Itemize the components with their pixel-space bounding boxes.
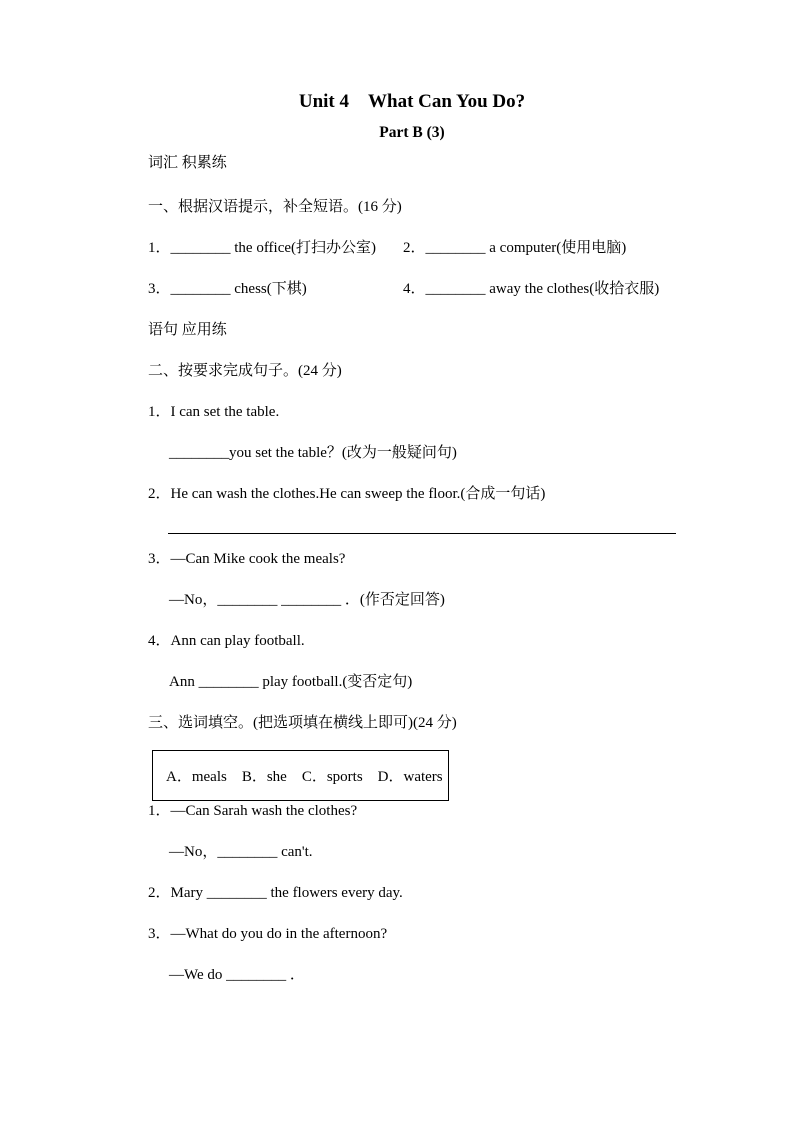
vocab-item-4: 4．________ away the clothes(收拾衣服) bbox=[403, 281, 660, 297]
vocab-row-1 bbox=[148, 228, 676, 269]
choice-q3-stem: 3．—What do you do in the afternoon? bbox=[148, 926, 388, 942]
answer-blank-line bbox=[168, 533, 676, 534]
page-title: Unit 4 What Can You Do? bbox=[298, 91, 526, 112]
choice-options-text: A．meals B．she C．sports D．waters bbox=[166, 769, 443, 785]
sentences-section-label: 语句 应用练 bbox=[148, 322, 227, 338]
page-subtitle: Part B (3) bbox=[379, 124, 445, 141]
vocab-item-3: 3．________ chess(下棋) bbox=[148, 281, 307, 297]
sentences-q3-stem: 3．—Can Mike cook the meals? bbox=[148, 551, 346, 567]
sentences-q2-stem: 2．He can wash the clothes.He can sweep the floor.(合成一句话) bbox=[148, 486, 546, 502]
sentences-instruction: 二、按要求完成句子。(24 分) bbox=[148, 363, 342, 379]
sentences-q2-answer-row bbox=[148, 515, 676, 539]
choice-q2-stem: 2．Mary ________ the flowers every day. bbox=[148, 885, 403, 901]
vocab-instruction: 一、根据汉语提示，补全短语。(16 分) bbox=[148, 199, 402, 215]
sentences-q4-stem: 4．Ann can play football. bbox=[148, 633, 305, 649]
worksheet-content bbox=[148, 86, 676, 996]
choice-q1-answer-line: —No，________ can't. bbox=[169, 844, 313, 860]
sentences-q4-answer-line: Ann ________ play football.(变否定句) bbox=[169, 674, 413, 690]
vocab-section-label: 词汇 积累练 bbox=[148, 155, 227, 171]
vocab-row-2 bbox=[148, 269, 676, 310]
choice-q1-stem: 1．—Can Sarah wash the clothes? bbox=[148, 803, 358, 819]
sentences-q1-stem: 1．I can set the table. bbox=[148, 404, 280, 420]
choice-q3-answer-line: —We do ________ ． bbox=[169, 967, 305, 983]
sentences-q1-answer-line: ________you set the table？(改为一般疑问句) bbox=[169, 445, 457, 461]
vocab-item-2: 2．________ a computer(使用电脑) bbox=[403, 240, 627, 256]
vocab-item-1: 1．________ the office(打扫办公室) bbox=[148, 240, 377, 256]
choice-instruction: 三、选词填空。(把选项填在横线上即可)(24 分) bbox=[148, 715, 457, 731]
sentences-q3-answer-line: —No，________ ________ ．(作否定回答) bbox=[169, 592, 445, 608]
